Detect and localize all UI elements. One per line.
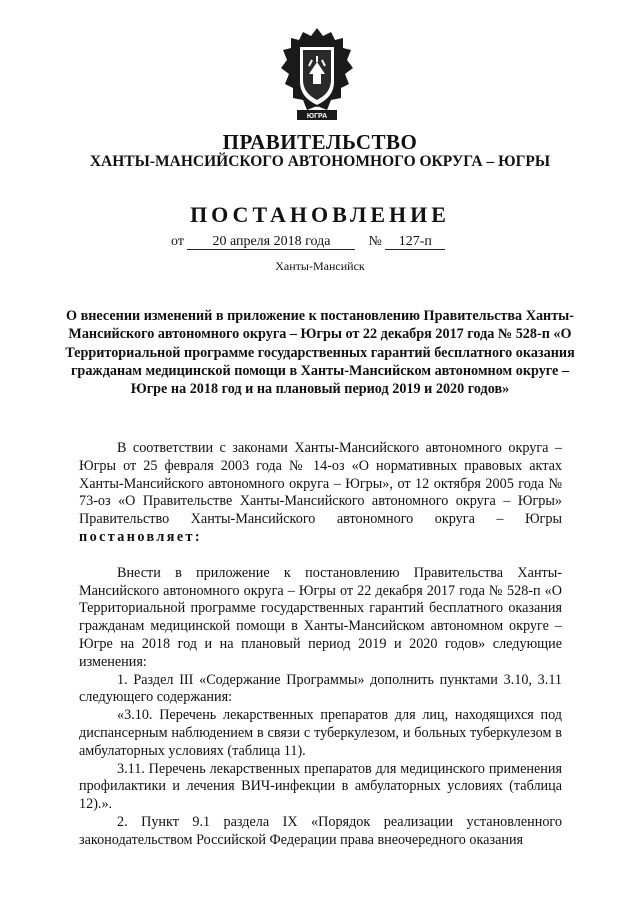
preamble-text: В соответствии с законами Ханты-Мансийского автономного округа – Югры от 25 февраля 2003 года № 14-оз «О нормативных правовых актах Ханты-Мансийского автономного округа – Югры», от 12 октября 2005 года № 73-оз «О Правительстве Ханты-Мансийского автономного округа – Югры» Правительство Ханты-Мансийского автономного округа – Югры: [79, 440, 562, 528]
document-body: [79, 440, 562, 850]
resolves-keyword: постановляет:: [79, 528, 203, 545]
city: Ханты-Мансийск: [275, 259, 365, 273]
government-title: ПРАВИТЕЛЬСТВО: [222, 130, 418, 154]
coat-of-arms-emblem: [279, 26, 355, 122]
paragraph-item-1: 1. Раздел III «Содержание Программы» дополнить пунктами 3.10, 3.11 следующего содержания:: [79, 671, 562, 706]
document-date: 20 апреля 2018 года: [187, 234, 355, 250]
document-number: 127-п: [385, 234, 445, 250]
date-prefix: от: [171, 234, 184, 249]
number-prefix: №: [368, 234, 382, 249]
paragraph-item-2: 2. Пункт 9.1 раздела IX «Порядок реализации установленного законодательством Российской Федерации права внеочередного оказания: [79, 813, 562, 848]
paragraph-3-10: «3.10. Перечень лекарственных препаратов для лиц, находящихся под диспансерным наблюдением в связи с туберкулезом, и больных туберкулезом в амбулаторных условиях (таблица 11).: [79, 707, 562, 759]
date-number-line: [171, 234, 445, 250]
document-subject: О внесении изменений в приложение к постановлению Правительства Ханты-Мансийского автономного округа – Югры от 22 декабря 2017 года № 528-п «О Территориальной программе государственных гарантий бесплатного оказания гражданам медицинской помощи в Ханты-Мансийском автономном округе – Югре на 2018 год и на плановый период 2019 и 2020 годов»: [65, 308, 575, 398]
document-type: ПОСТАНОВЛЕНИЕ: [190, 202, 450, 227]
emblem-caption: ЮГРА: [306, 113, 328, 120]
government-region: ХАНТЫ-МАНСИЙСКОГО АВТОНОМНОГО ОКРУГА – ЮГРЫ: [89, 153, 551, 170]
paragraph-preamble: [79, 440, 562, 547]
paragraph-amend: Внести в приложение к постановлению Правительства Ханты-Мансийского автономного округа – Югры от 22 декабря 2017 года № 528-п «О Территориальной программе государственных гарантий бесплатного оказания гражданам медицинской помощи в Ханты-Мансийском автономном округе – Югре на 2018 год и на плановый период 2019 и 2020 годов» следующие изменения:: [79, 564, 562, 670]
paragraph-3-11: 3.11. Перечень лекарственных препаратов для медицинского применения профилактики и лечения ВИЧ-инфекции в амбулаторных условиях (таблица 12).».: [79, 760, 562, 813]
